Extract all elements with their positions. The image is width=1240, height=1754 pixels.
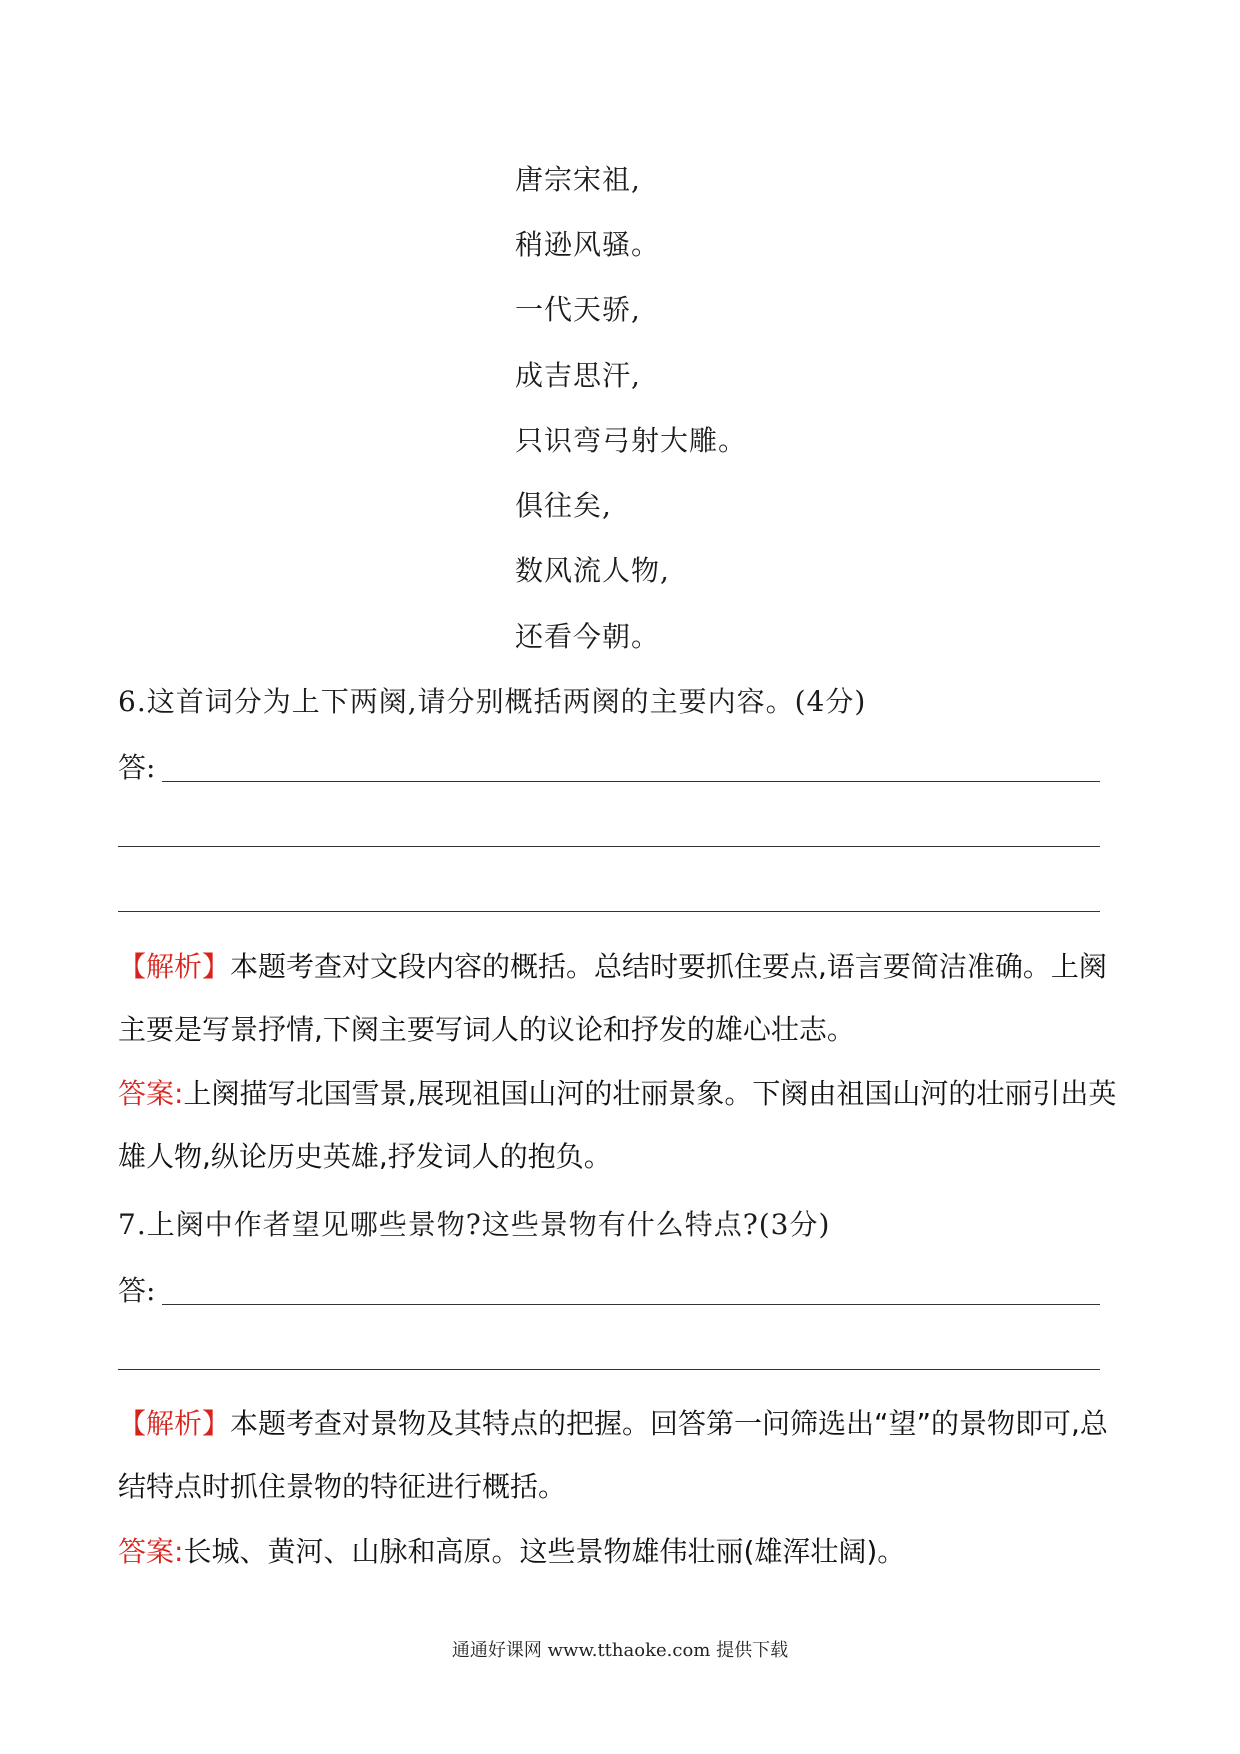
answer-label: 答案:	[118, 1077, 184, 1110]
poem-line: 一代天骄,	[515, 293, 641, 326]
answer-text: 上阕描写北国雪景,展现祖国山河的壮丽景象。下阕由祖国山河的壮丽引出英雄人物,纵论历史英雄,抒发词人的抱负。	[118, 1077, 1117, 1173]
answer-blank-q6[interactable]	[118, 878, 1100, 918]
blank-rule	[162, 781, 1100, 782]
analysis-q7	[118, 1392, 1128, 1518]
blank-rule	[118, 846, 1100, 847]
question-7: 7.上阕中作者望见哪些景物?这些景物有什么特点?(3分)	[118, 1208, 831, 1241]
page-footer: 通通好课网 www.tthaoke.com 提供下载	[451, 1640, 789, 1661]
answer-q7	[118, 1520, 1128, 1583]
answer-blank-q6[interactable]	[118, 813, 1100, 853]
analysis-text: 本题考查对景物及其特点的把握。回答第一问筛选出“望”的景物即可,总结特点时抓住景物的特征进行概括。	[118, 1407, 1108, 1503]
answer-label: 答案:	[118, 1535, 184, 1568]
analysis-label: 【解析】	[118, 950, 231, 983]
analysis-text: 本题考查对文段内容的概括。总结时要抓住要点,语言要简洁准确。上阕主要是写景抒情,下阕主要写词人的议论和抒发的雄心壮志。	[118, 950, 1107, 1046]
blank-rule	[118, 911, 1100, 912]
poem-line: 俱往矣,	[515, 489, 612, 522]
answer-prefix: 答:	[118, 751, 156, 784]
blank-rule	[118, 1369, 1100, 1370]
poem-line: 只识弯弓射大雕。	[515, 424, 748, 457]
answer-blank-q7[interactable]	[118, 1336, 1100, 1376]
analysis-q6	[118, 935, 1128, 1061]
answer-blank-q7[interactable]	[118, 1271, 1100, 1311]
blank-rule	[162, 1304, 1100, 1305]
answer-prefix: 答:	[118, 1274, 156, 1307]
answer-q6	[118, 1062, 1128, 1188]
analysis-label: 【解析】	[118, 1407, 231, 1440]
answer-text: 长城、黄河、山脉和高原。这些景物雄伟壮丽(雄浑壮阔)。	[183, 1535, 906, 1568]
question-6: 6.这首词分为上下两阕,请分别概括两阕的主要内容。(4分)	[118, 685, 867, 718]
poem-line: 还看今朝。	[515, 620, 661, 653]
poem-line: 稍逊风骚。	[515, 228, 661, 261]
poem-line: 数风流人物,	[515, 554, 670, 587]
poem-line: 唐宗宋祖,	[515, 163, 641, 196]
answer-blank-q6[interactable]	[118, 748, 1100, 788]
poem-line: 成吉思汗,	[515, 359, 641, 392]
